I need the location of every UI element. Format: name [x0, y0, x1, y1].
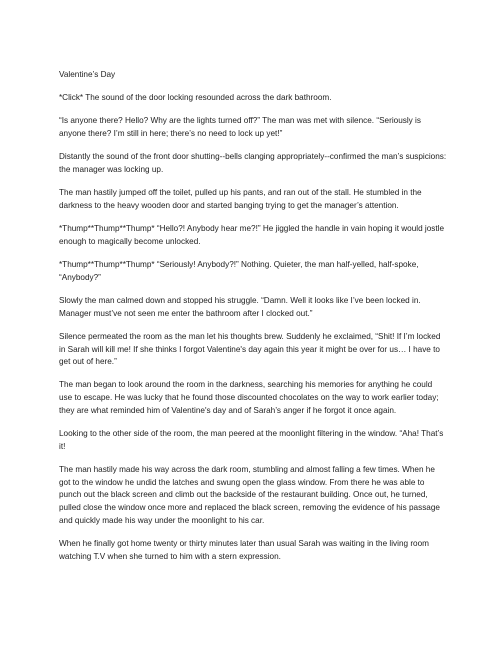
paragraph-8: Silence permeated the room as the man let his thoughts brew. Suddenly he exclaimed, “Shit! If I’m locked in Sarah will kill me! If she thinks I forgot Valentine's day again this year it might be over for us… I have to get out of here.” — [59, 331, 441, 367]
paragraph-6: *Thump**Thump**Thump* “Seriously! Anybody?!” Nothing. Quieter, the man half-yelled, half-spoke, “Anybody?” — [59, 260, 419, 282]
document-title: Valentine’s Day — [59, 70, 116, 79]
paragraph-7: Slowly the man calmed down and stopped his struggle. “Damn. Well it looks like I’ve been locked in. Manager must’ve not seen me enter the bathroom after I clocked out.” — [59, 295, 421, 318]
paragraph-12: When he finally got home twenty or thirty minutes later than usual Sarah was waiting in the living room watching T.V when she turned to him with a stern expression. — [59, 538, 429, 561]
paragraph-9: The man began to look around the room in the darkness, searching his memories for anything he could use to escape. He was lucky that he found those discounted chocolates on the way to work earlier today; they are what reminded him of Valentine's day and of Sarah’s anger if he forgot it once again. — [59, 380, 439, 415]
paragraph-10: Looking to the other side of the room, the man peered at the moonlight filtering in the window. “Aha! That’s it! — [59, 429, 444, 451]
paragraph-11: The man hastily made his way across the dark room, stumbling and almost falling a few times. When he got to the window he undid the latches and swung open the glass window. From there he was able to punch out the black screen and climb out the backside of the restaurant building. Once out, he turned, pulled close the window once more and replaced the black screen, removing the evidence of his passage and quickly made his way under the moonlight to his car. — [59, 464, 440, 525]
paragraph-3: Distantly the sound of the front door shutting--bells clanging appropriately--confirmed the man’s suspicions: the manager was locking up. — [59, 152, 447, 175]
paragraph-5: *Thump**Thump**Thump* “Hello?! Anybody hear me?!” He jiggled the handle in vain hoping it would jostle enough to magically become unlocked. — [59, 224, 445, 246]
document-body — [59, 69, 447, 574]
paragraph-2: “Is anyone there? Hello? Why are the lights turned off?” The man was met with silence. “Seriously is anyone there? I’m still in here; there’s no need to lock up yet!” — [59, 116, 421, 139]
paragraph-4: The man hastily jumped off the toilet, pulled up his pants, and ran out of the stall. He stumbled in the darkness to the heavy wooden door and started banging trying to get the manager’s attention. — [59, 188, 422, 210]
paragraph-1: *Click* The sound of the door locking resounded across the dark bathroom. — [59, 93, 332, 103]
